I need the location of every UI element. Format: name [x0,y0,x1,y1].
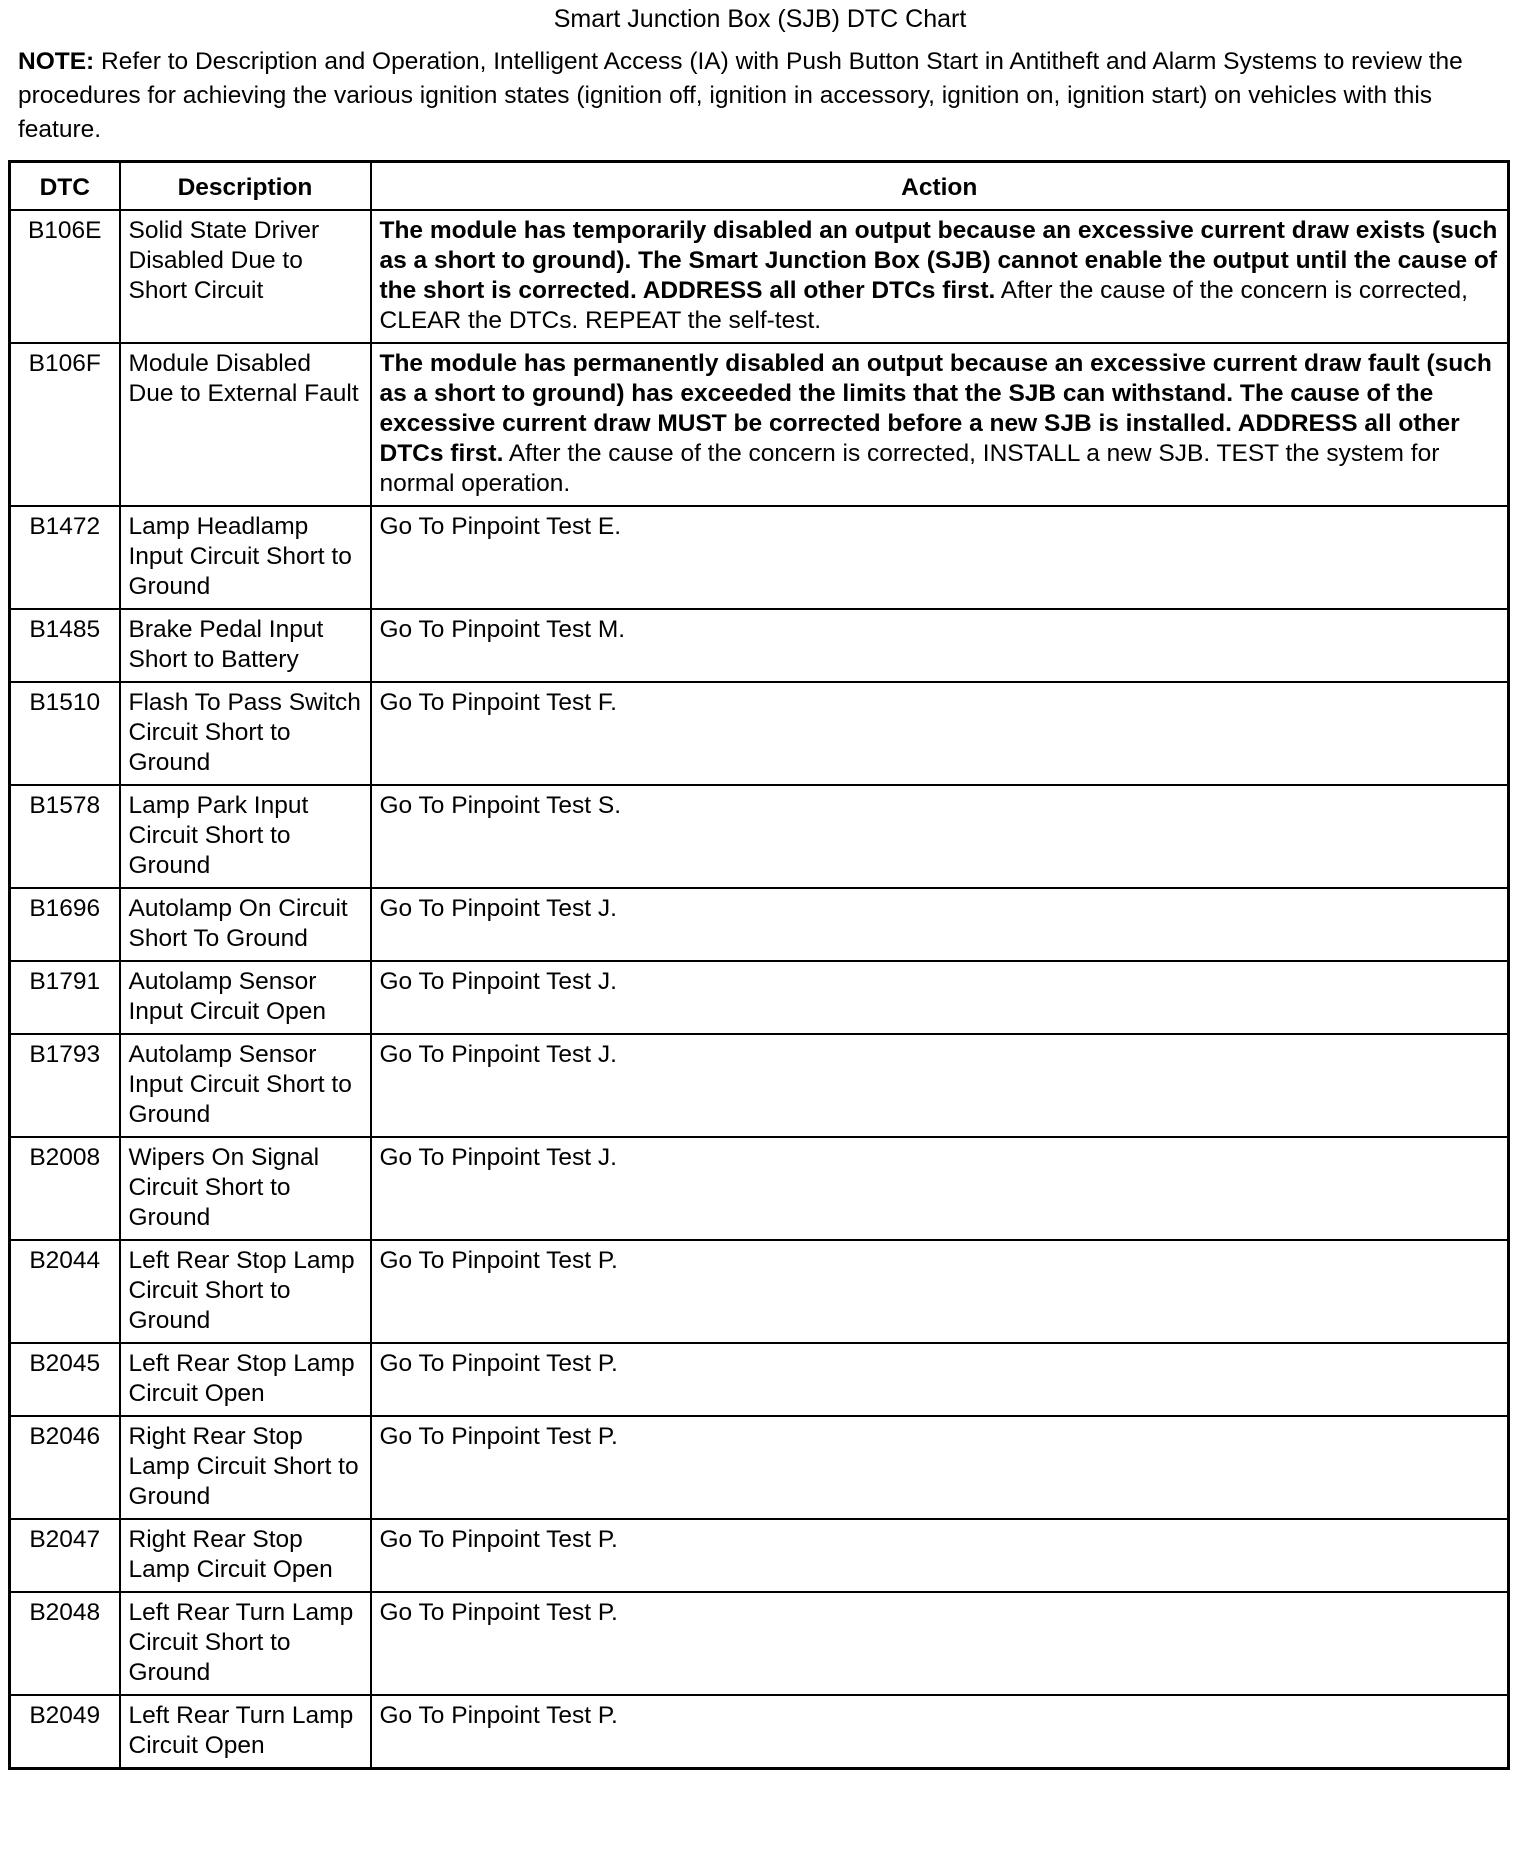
dtc-action-cell [371,506,1509,609]
note-paragraph [18,45,1508,147]
dtc-action-cell [371,1592,1509,1695]
action-bold-text: The module has permanently disabled an output because an excessive current draw fault (such as a short to ground) has exceeded the limits that the SJB can withstand. The cause of the excessive current draw MUST be corrected before a new SJB is installed. ADDRESS all other DTCs first. [379,350,1492,467]
dtc-code-cell: B2044 [10,1240,120,1343]
action-text: Go To Pinpoint Test P. [379,1526,618,1553]
dtc-description-cell: Left Rear Stop Lamp Circuit Open [120,1343,371,1416]
dtc-code-cell: B1696 [10,888,120,961]
dtc-code-cell: B2008 [10,1137,120,1240]
note-label: NOTE: [18,48,95,75]
action-text: Go To Pinpoint Test P. [379,1599,618,1626]
header-dtc: DTC [10,162,120,211]
table-row [10,888,1509,961]
dtc-description-cell: Left Rear Stop Lamp Circuit Short to Ground [120,1240,371,1343]
table-row [10,343,1509,506]
table-row [10,682,1509,785]
table-row [10,1416,1509,1519]
dtc-description-cell: Wipers On Signal Circuit Short to Ground [120,1137,371,1240]
table-row [10,785,1509,888]
action-text: Go To Pinpoint Test J. [379,895,617,922]
action-text: Go To Pinpoint Test J. [379,1144,617,1171]
table-row [10,1592,1509,1695]
action-text: After the cause of the concern is corrected, INSTALL a new SJB. TEST the system for normal operation. [379,440,1440,497]
dtc-action-cell [371,1416,1509,1519]
table-body [10,210,1509,1769]
dtc-description-cell: Autolamp Sensor Input Circuit Open [120,961,371,1034]
dtc-action-cell [371,1343,1509,1416]
header-description: Description [120,162,371,211]
action-text: Go To Pinpoint Test P. [379,1350,618,1377]
dtc-code-cell: B1485 [10,609,120,682]
dtc-table [8,160,1510,1770]
dtc-code-cell: B1472 [10,506,120,609]
action-text: Go To Pinpoint Test P. [379,1247,618,1274]
table-row [10,210,1509,343]
dtc-code-cell: B1791 [10,961,120,1034]
dtc-description-cell: Left Rear Turn Lamp Circuit Open [120,1695,371,1769]
dtc-code-cell: B2047 [10,1519,120,1592]
table-row [10,1034,1509,1137]
table-row [10,1137,1509,1240]
dtc-action-cell [371,1695,1509,1769]
dtc-action-cell [371,888,1509,961]
dtc-code-cell: B2045 [10,1343,120,1416]
dtc-description-cell: Autolamp Sensor Input Circuit Short to Ground [120,1034,371,1137]
action-text: After the cause of the concern is corrected, CLEAR the DTCs. REPEAT the self-test. [379,277,1468,334]
dtc-description-cell: Solid State Driver Disabled Due to Short Circuit [120,210,371,343]
dtc-code-cell: B2046 [10,1416,120,1519]
action-text: Go To Pinpoint Test J. [379,968,617,995]
dtc-code-cell: B106E [10,210,120,343]
page-title: Smart Junction Box (SJB) DTC Chart [553,5,967,33]
action-bold-text: The module has temporarily disabled an output because an excessive current draw exists (such as a short to ground). The Smart Junction Box (SJB) cannot enable the output until the cause of the short is corrected. ADDRESS all other DTCs first. [379,217,1498,304]
table-row [10,961,1509,1034]
dtc-description-cell: Left Rear Turn Lamp Circuit Short to Ground [120,1592,371,1695]
table-row [10,506,1509,609]
action-text: Go To Pinpoint Test E. [379,513,622,540]
dtc-action-cell [371,1034,1509,1137]
dtc-code-cell: B106F [10,343,120,506]
dtc-code-cell: B1578 [10,785,120,888]
dtc-description-cell: Brake Pedal Input Short to Battery [120,609,371,682]
note-text: Refer to Description and Operation, Intelligent Access (IA) with Push Button Start in Antitheft and Alarm Systems to review the procedures for achieving the various ignition states (ignition off, ignition in accessory, ignition on, ignition start) on vehicles with this feature. [18,48,1463,143]
action-text: Go To Pinpoint Test M. [379,616,626,643]
dtc-description-cell: Module Disabled Due to External Fault [120,343,371,506]
action-text: Go To Pinpoint Test P. [379,1702,618,1729]
dtc-action-cell [371,1137,1509,1240]
dtc-description-cell: Right Rear Stop Lamp Circuit Open [120,1519,371,1592]
dtc-action-cell [371,210,1509,343]
action-text: Go To Pinpoint Test F. [379,689,617,716]
table-header-row [10,162,1509,211]
dtc-description-cell: Right Rear Stop Lamp Circuit Short to Ground [120,1416,371,1519]
dtc-code-cell: B1793 [10,1034,120,1137]
dtc-code-cell: B2049 [10,1695,120,1769]
dtc-code-cell: B2048 [10,1592,120,1695]
table-row [10,1240,1509,1343]
dtc-action-cell [371,682,1509,785]
dtc-action-cell [371,343,1509,506]
table-row [10,1519,1509,1592]
dtc-action-cell [371,1519,1509,1592]
dtc-action-cell [371,609,1509,682]
dtc-action-cell [371,961,1509,1034]
action-text: Go To Pinpoint Test P. [379,1423,618,1450]
dtc-description-cell: Lamp Park Input Circuit Short to Ground [120,785,371,888]
dtc-action-cell [371,1240,1509,1343]
table-row [10,1343,1509,1416]
action-text: Go To Pinpoint Test J. [379,1041,617,1068]
dtc-description-cell: Flash To Pass Switch Circuit Short to Ground [120,682,371,785]
dtc-description-cell: Lamp Headlamp Input Circuit Short to Ground [120,506,371,609]
dtc-action-cell [371,785,1509,888]
header-action: Action [371,162,1509,211]
action-text: Go To Pinpoint Test S. [379,792,622,819]
table-row [10,1695,1509,1769]
dtc-description-cell: Autolamp On Circuit Short To Ground [120,888,371,961]
dtc-code-cell: B1510 [10,682,120,785]
table-row [10,609,1509,682]
